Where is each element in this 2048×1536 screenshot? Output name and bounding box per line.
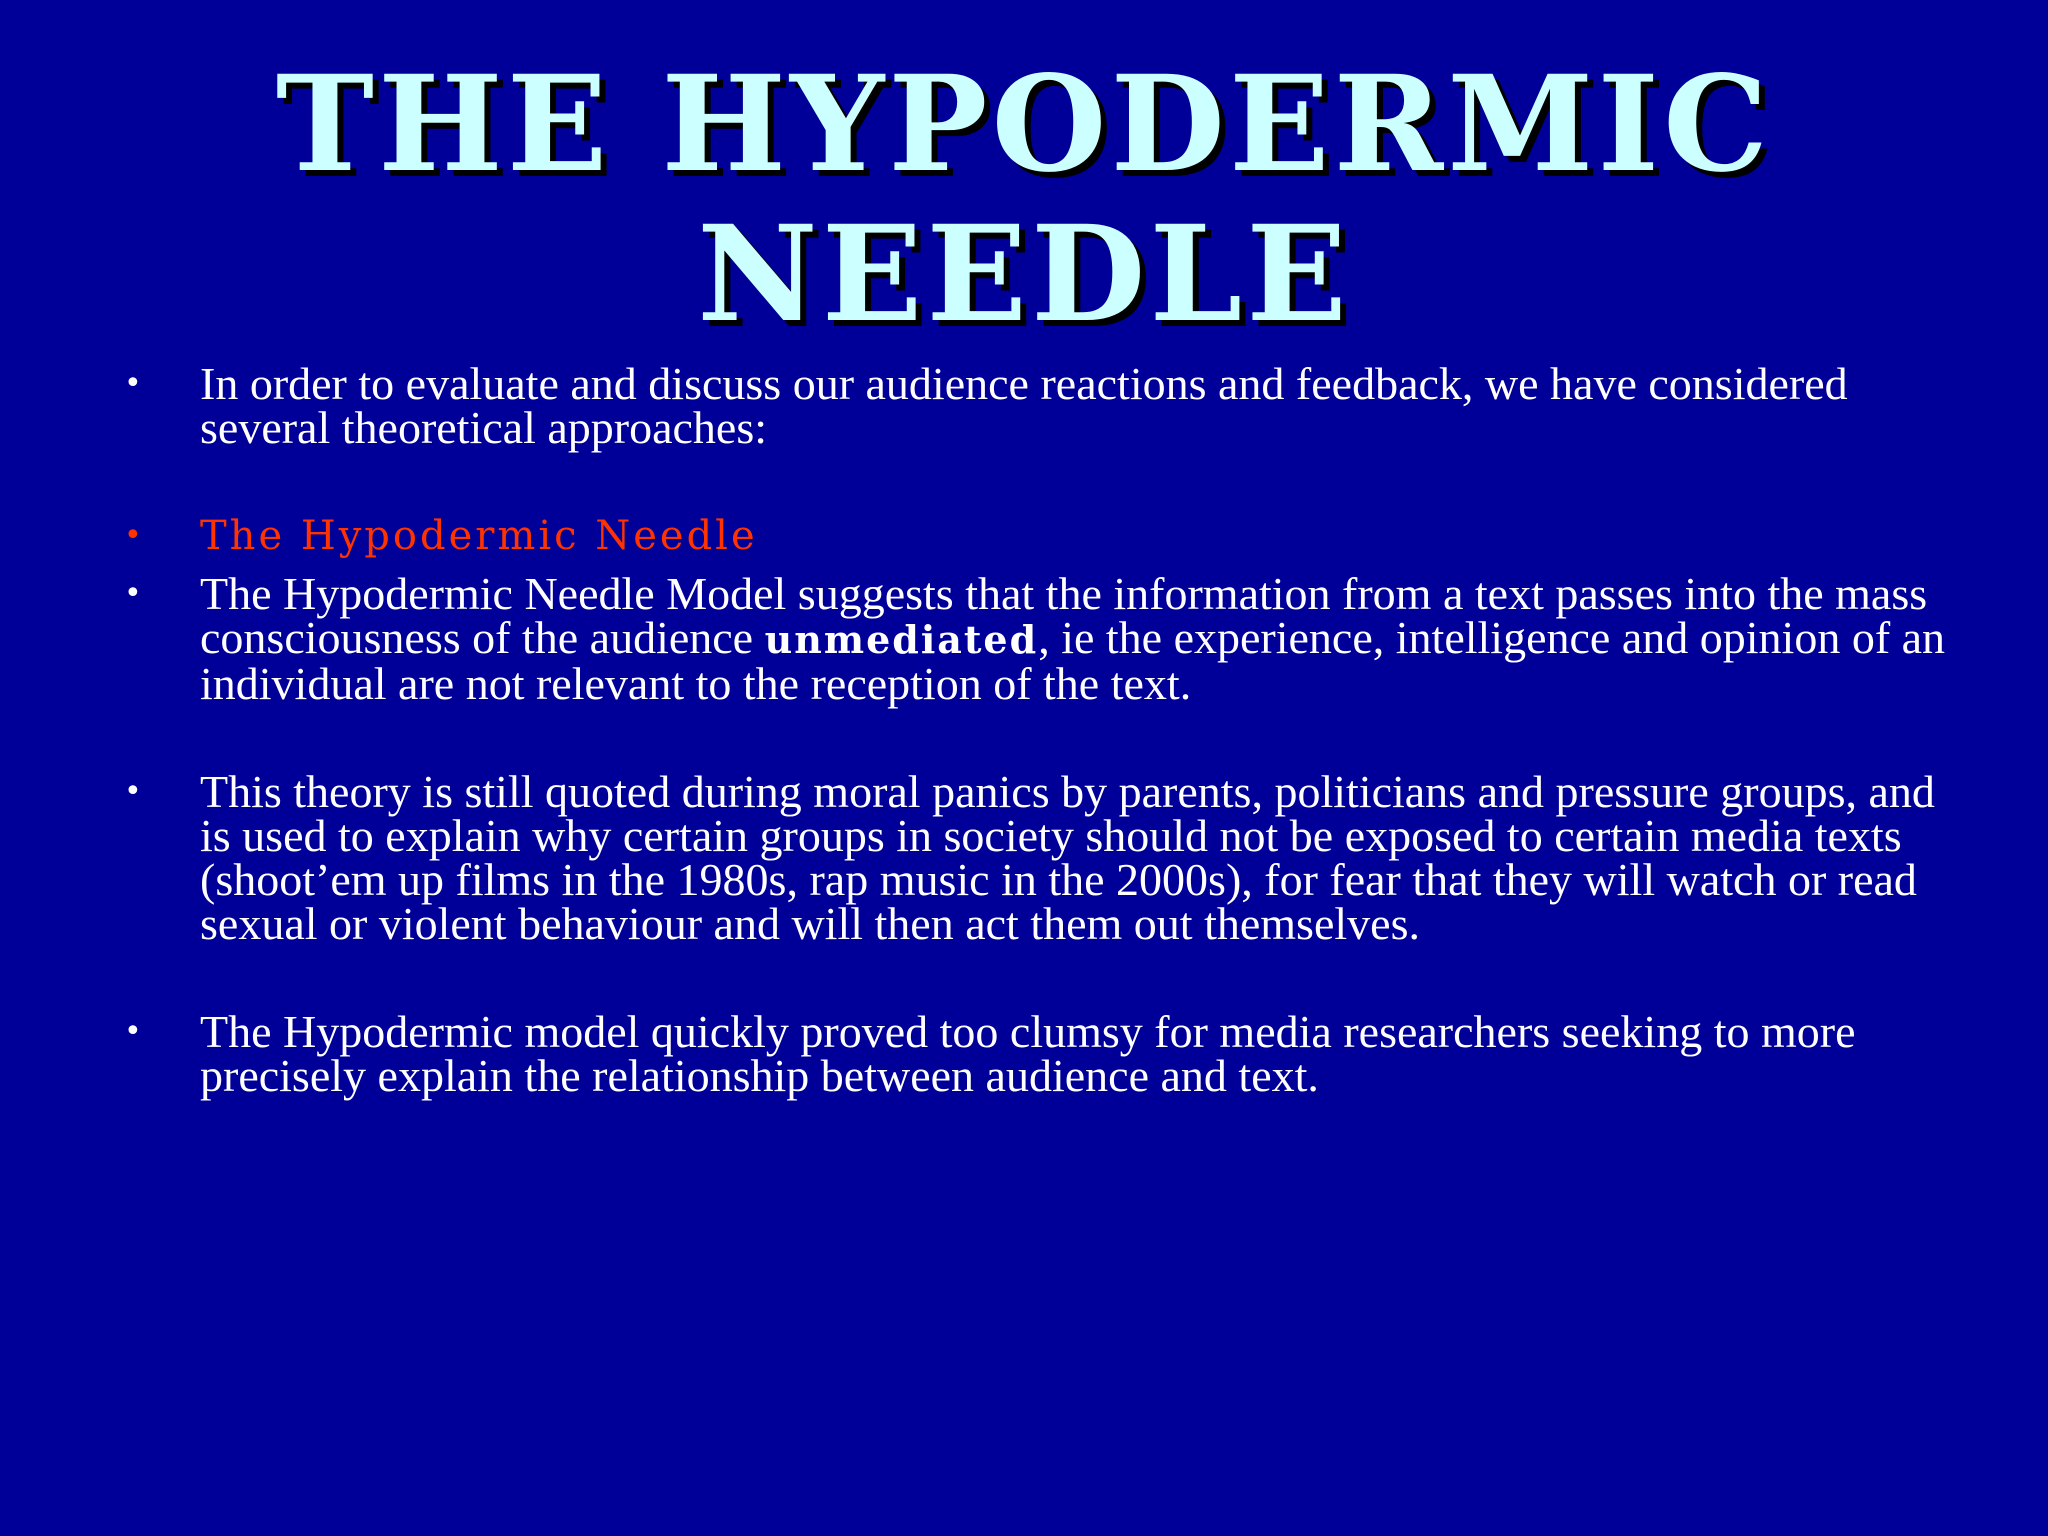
- bullet-marker: •: [124, 518, 145, 553]
- bullet-marker: •: [124, 576, 142, 611]
- bullet-moral-panics: [120, 766, 1960, 949]
- bullet-marker: •: [124, 1014, 142, 1049]
- title-line-1: THE HYPODERMIC: [275, 47, 1773, 202]
- slide-title: [0, 47, 2048, 352]
- bullet-marker: •: [124, 774, 142, 809]
- intro-text: In order to evaluate and discuss our audience reactions and feedback, we have considered several theoretical approaches:: [200, 358, 1848, 453]
- section-heading: The Hypodermic Needle: [200, 513, 758, 559]
- bullet-heading: [120, 514, 1960, 558]
- bullet-conclusion: [120, 1006, 1960, 1101]
- model-text-before: The Hypodermic Needle Model suggests that the information from a text passes into the mass consciousness of the audience: [200, 568, 1928, 663]
- moral-panics-text: This theory is still quoted during moral panics by parents, politicians and pressure groups, and is used to explain why certain groups in society should not be exposed to certain media texts (shoot’em up films in the 1980s, rap music in the 2000s), for fear that they will watch or read sexual or violent behaviour and will then act them out themselves.: [200, 766, 1935, 949]
- model-emphasis: unmediated: [764, 617, 1039, 662]
- bullet-list: [120, 358, 1960, 1101]
- bullet-marker: •: [124, 366, 142, 401]
- title-line-2: NEEDLE: [697, 197, 1351, 352]
- conclusion-text: The Hypodermic model quickly proved too clumsy for media researchers seeking to more precisely explain the relationship between audience and text.: [200, 1006, 1856, 1101]
- model-text-after: , ie the experience, intelligence and opinion of an individual are not relevant to the reception of the text.: [200, 612, 1946, 709]
- bullet-model: [120, 568, 1960, 709]
- bullet-intro: [120, 358, 1960, 453]
